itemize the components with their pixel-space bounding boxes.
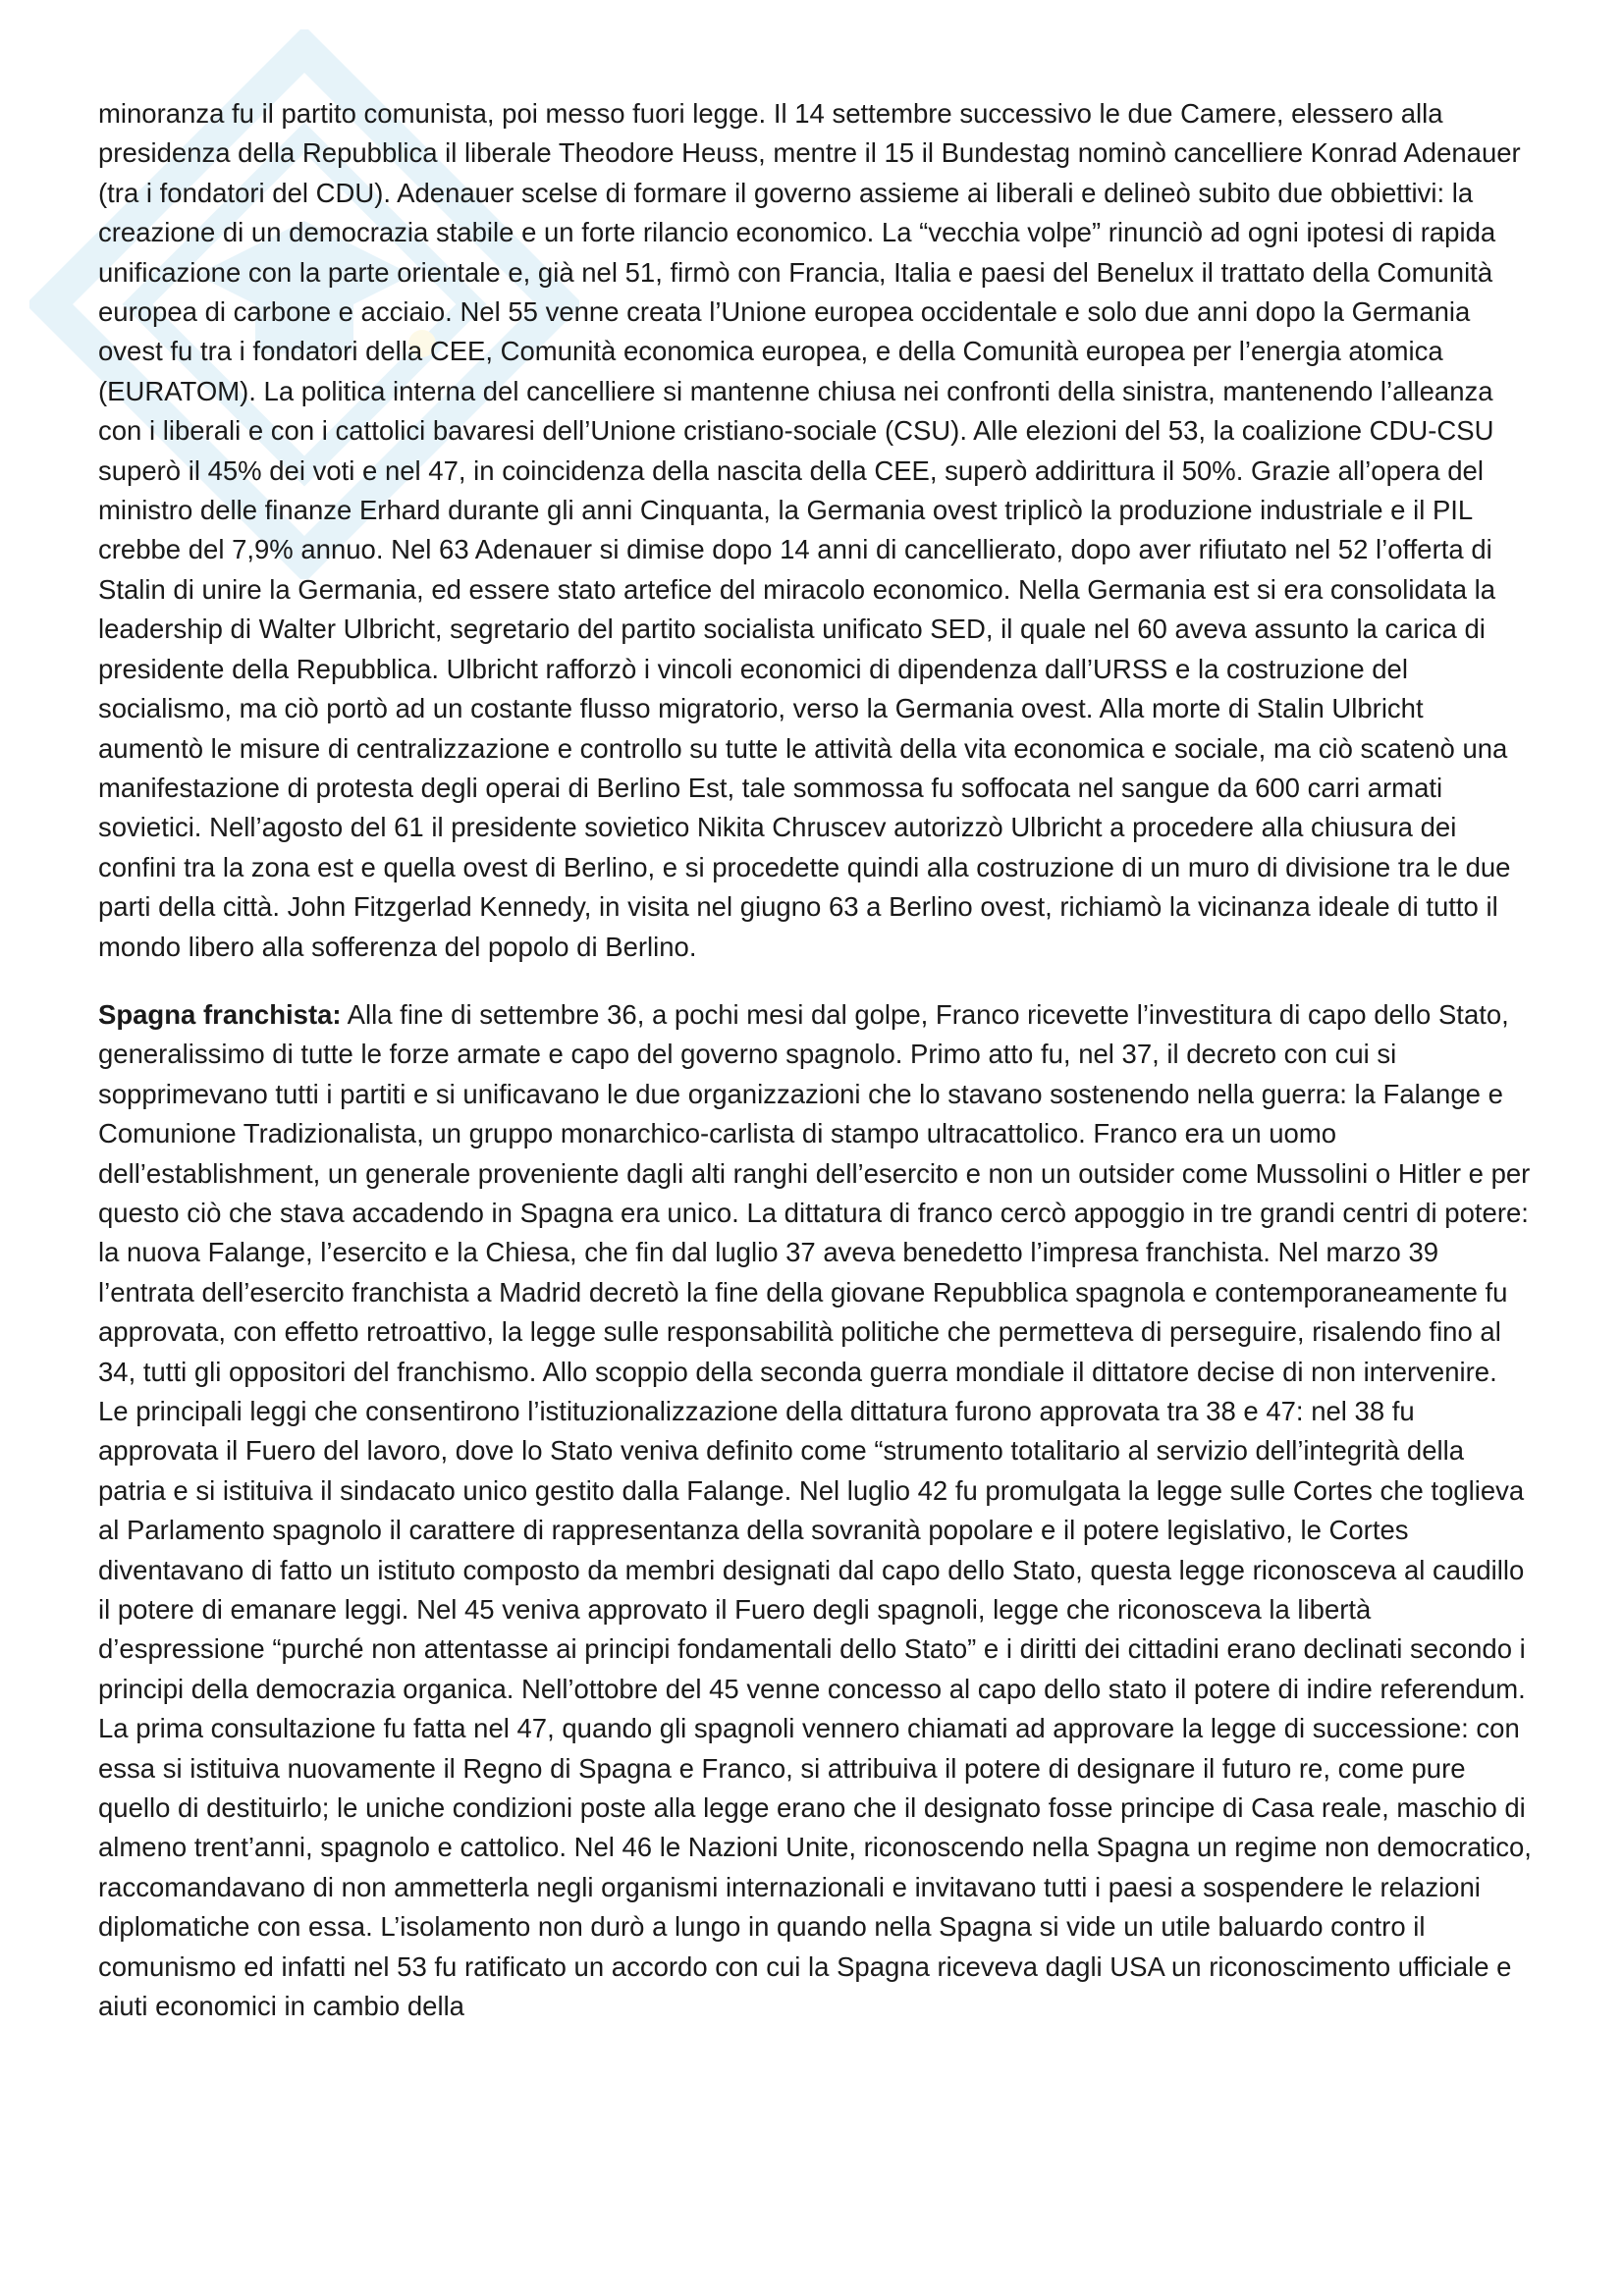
paragraph-spain [98,995,1532,2027]
section-title-spagna-franchista: Spagna franchista: [98,998,342,1030]
document-body [98,94,1532,2027]
paragraph-germany: minoranza fu il partito comunista, poi messo fuori legge. Il 14 settembre successivo le due Camere, elessero alla presidenza della Repubblica il liberale Theodore Heuss, mentre il 15 il Bundestag nominò cancelliere Konrad Adenauer (tra i fondatori del CDU). Adenauer scelse di formare il governo assieme ai liberali e delineò subito due obbiettivi: la creazione di un democrazia stabile e un forte rilancio economico. La “vecchia volpe” rinunciò ad ogni ipotesi di rapida unificazione con la parte orientale e, già nel 51, firmò con Francia, Italia e paesi del Benelux il trattato della Comunità europea di carbone e acciaio. Nel 55 venne creata l’Unione europea occidentale e solo due anni dopo la Germania ovest fu tra i fondatori della CEE, Comunità economica europea, e della Comunità europea per l’energia atomica (EURATOM). La politica interna del cancelliere si mantenne chiusa nei confronti della sinistra, mantenendo l’alleanza con i liberali e con i cattolici bavaresi dell’Unione cristiano-sociale (CSU). Alle elezioni del 53, la coalizione CDU-CSU superò il 45% dei voti e nel 47, in coincidenza della nascita della CEE, superò addirittura il 50%. Grazie all’opera del ministro delle finanze Erhard durante gli anni Cinquanta, la Germania ovest triplicò la produzione industriale e il PIL crebbe del 7,9% annuo. Nel 63 Adenauer si dimise dopo 14 anni di cancellierato, dopo aver rifiutato nel 52 l’offerta di Stalin di unire la Germania, ed essere stato artefice del miracolo economico. Nella Germania est si era consolidata la leadership di Walter Ulbricht, segretario del partito socialista unificato SED, il quale nel 60 aveva assunto la carica di presidente della Repubblica. Ulbricht rafforzò i vincoli economici di dipendenza dall’URSS e la costruzione del socialismo, ma ciò portò ad un costante flusso migratorio, verso la Germania ovest. Alla morte di Stalin Ulbricht aumentò le misure di centralizzazione e controllo su tutte le attività della vita economica e sociale, ma ciò scatenò una manifestazione di protesta degli operai di Berlino Est, tale sommossa fu soffocata nel sangue da 600 carri armati sovietici. Nell’agosto del 61 il presidente sovietico Nikita Chruscev autorizzò Ulbricht a procedere alla chiusura dei confini tra la zona est e quella ovest di Berlino, e si procedette quindi alla costruzione di un muro di divisione tra le due parti della città. John Fitzgerlad Kennedy, in visita nel giugno 63 a Berlino ovest, richiamò la vicinanza ideale di tutto il mondo libero alla sofferenza del popolo di Berlino. [98,98,1521,962]
paragraph-spain-text: Alla fine di settembre 36, a pochi mesi dal golpe, Franco ricevette l’investitura di capo dello Stato, generalissimo di tutte le forze armate e capo del governo spagnolo. Primo atto fu, nel 37, il decreto con cui si sopprimevano tutti i partiti e si unificavano le due organizzazioni che lo stavano sostenendo nella guerra: la Falange e Comunione Tradizionalista, un gruppo monarchico-carlista di stampo ultracattolico. Franco era un uomo dell’establishment, un generale proveniente dagli alti ranghi dell’esercito e non un outsider come Mussolini o Hitler e per questo ciò che stava accadendo in Spagna era unico. La dittatura di franco cercò appoggio in tre grandi centri di potere: la nuova Falange, l’esercito e la Chiesa, che fin dal luglio 37 aveva benedetto l’impresa franchista. Nel marzo 39 l’entrata dell’esercito franchista a Madrid decretò la fine della giovane Repubblica spagnola e contemporaneamente fu approvata, con effetto retroattivo, la legge sulle responsabilità politiche che permetteva di perseguire, risalendo fino al 34, tutti gli oppositori del franchismo. Allo scoppio della seconda guerra mondiale il dittatore decise di non intervenire. Le principali leggi che consentirono l’istituzionalizzazione della dittatura furono approvata tra 38 e 47: nel 38 fu approvata il Fuero del lavoro, dove lo Stato veniva definito come “strumento totalitario al servizio dell’integrità della patria e si istituiva il sindacato unico gestito dalla Falange. Nel luglio 42 fu promulgata la legge sulle Cortes che toglieva al Parlamento spagnolo il carattere di rappresentanza della sovranità popolare e il potere legislativo, le Cortes diventavano di fatto un istituto composto da membri designati dal capo dello Stato, questa legge riconosceva al caudillo il potere di emanare leggi. Nel 45 veniva approvato il Fuero degli spagnoli, legge che riconosceva la libertà d’espressione “purché non attentasse ai principi fondamentali dello Stato” e i diritti dei cittadini erano declinati secondo i principi della democrazia organica. Nell’ottobre del 45 venne concesso al capo dello stato il potere di indire referendum. La prima consultazione fu fatta nel 47, quando gli spagnoli vennero chiamati ad approvare la legge di successione: con essa si istituiva nuovamente il Regno di Spagna e Franco, si attribuiva il potere di designare il futuro re, come pure quello di destituirlo; le uniche condizioni poste alla legge erano che il designato fosse principe di Casa reale, maschio di almeno trent’anni, spagnolo e cattolico. Nel 46 le Nazioni Unite, riconoscendo nella Spagna un regime non democratico, raccomandavano di non ammetterla negli organismi internazionali e invitavano tutti i paesi a sospendere le relazioni diplomatiche con essa. L’isolamento non durò a lungo in quando nella Spagna si vide un utile baluardo contro il comunismo ed infatti nel 53 fu ratificato un accordo con cui la Spagna riceveva dagli USA un riconoscimento ufficiale e aiuti economici in cambio della [98,998,1532,2022]
